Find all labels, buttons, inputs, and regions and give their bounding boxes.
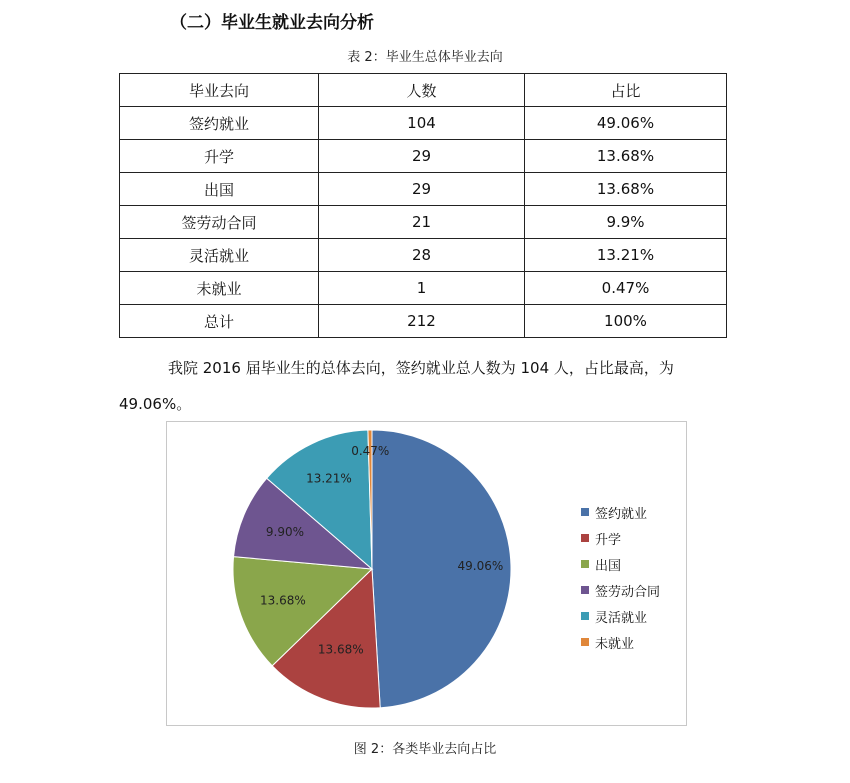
table-cell: 总计 — [120, 305, 319, 338]
legend-swatch — [581, 612, 589, 620]
legend-label: 出国 — [595, 558, 622, 574]
legend-label: 未就业 — [595, 636, 635, 652]
figure-caption: 图 2：各类毕业去向占比 — [353, 742, 497, 757]
pie-chart — [166, 421, 687, 726]
table-cell: 28 — [319, 239, 525, 272]
table-cell: 出国 — [120, 173, 319, 206]
slice-data-label: 13.68% — [317, 642, 364, 657]
table-cell: 29 — [319, 173, 525, 206]
legend-swatch — [581, 534, 589, 542]
summary-paragraph: 我院 2016 届毕业生的总体去向，签约就业总人数为 104 人，占比最高，为 — [168, 359, 674, 377]
table-row — [120, 206, 727, 239]
legend-label: 升学 — [595, 532, 622, 548]
table-cell: 104 — [319, 107, 525, 140]
legend-swatch — [581, 586, 589, 594]
table-row — [120, 272, 727, 305]
table-cell: 13.68% — [525, 140, 727, 173]
slice-data-label: 0.47% — [351, 443, 390, 458]
legend-item — [581, 577, 660, 603]
legend-label: 签劳动合同 — [595, 584, 661, 600]
table-cell: 1 — [319, 272, 525, 305]
table-cell: 212 — [319, 305, 525, 338]
slice-data-label: 49.06% — [457, 558, 504, 573]
table-cell: 29 — [319, 140, 525, 173]
table-cell: 灵活就业 — [120, 239, 319, 272]
table-header-cell: 毕业去向 — [120, 74, 319, 107]
table-header-row — [120, 74, 727, 107]
table-cell: 13.68% — [525, 173, 727, 206]
summary-paragraph-continuation: 49.06%。 — [119, 395, 192, 413]
legend-swatch — [581, 638, 589, 646]
table-row — [120, 107, 727, 140]
legend-label: 签约就业 — [595, 506, 648, 522]
table-cell: 签约就业 — [120, 107, 319, 140]
legend-item — [581, 525, 660, 551]
table-cell: 9.9% — [525, 206, 727, 239]
legend-item — [581, 551, 660, 577]
slice-data-label: 13.21% — [306, 471, 352, 486]
table-row — [120, 239, 727, 272]
slice-data-label: 9.90% — [265, 525, 305, 540]
table-header-cell: 占比 — [525, 74, 727, 107]
legend-item — [581, 603, 660, 629]
table-header-cell: 人数 — [319, 74, 525, 107]
section-title: （二）毕业生就业去向分析 — [170, 13, 374, 33]
chart-legend — [581, 499, 660, 655]
legend-item — [581, 499, 660, 525]
destination-table — [119, 73, 727, 338]
table-caption: 表 2：毕业生总体毕业去向 — [347, 50, 503, 65]
legend-swatch — [581, 508, 589, 516]
table-cell: 100% — [525, 305, 727, 338]
table-row — [120, 140, 727, 173]
table-cell: 升学 — [120, 140, 319, 173]
table-cell: 签劳动合同 — [120, 206, 319, 239]
table-cell: 0.47% — [525, 272, 727, 305]
table-cell: 49.06% — [525, 107, 727, 140]
legend-item — [581, 629, 660, 655]
table-cell: 13.21% — [525, 239, 727, 272]
slice-data-label: 13.68% — [260, 593, 306, 608]
table-cell: 21 — [319, 206, 525, 239]
legend-swatch — [581, 560, 589, 568]
table-cell: 未就业 — [120, 272, 319, 305]
legend-label: 灵活就业 — [595, 610, 648, 626]
table-row — [120, 305, 727, 338]
table-row — [120, 173, 727, 206]
